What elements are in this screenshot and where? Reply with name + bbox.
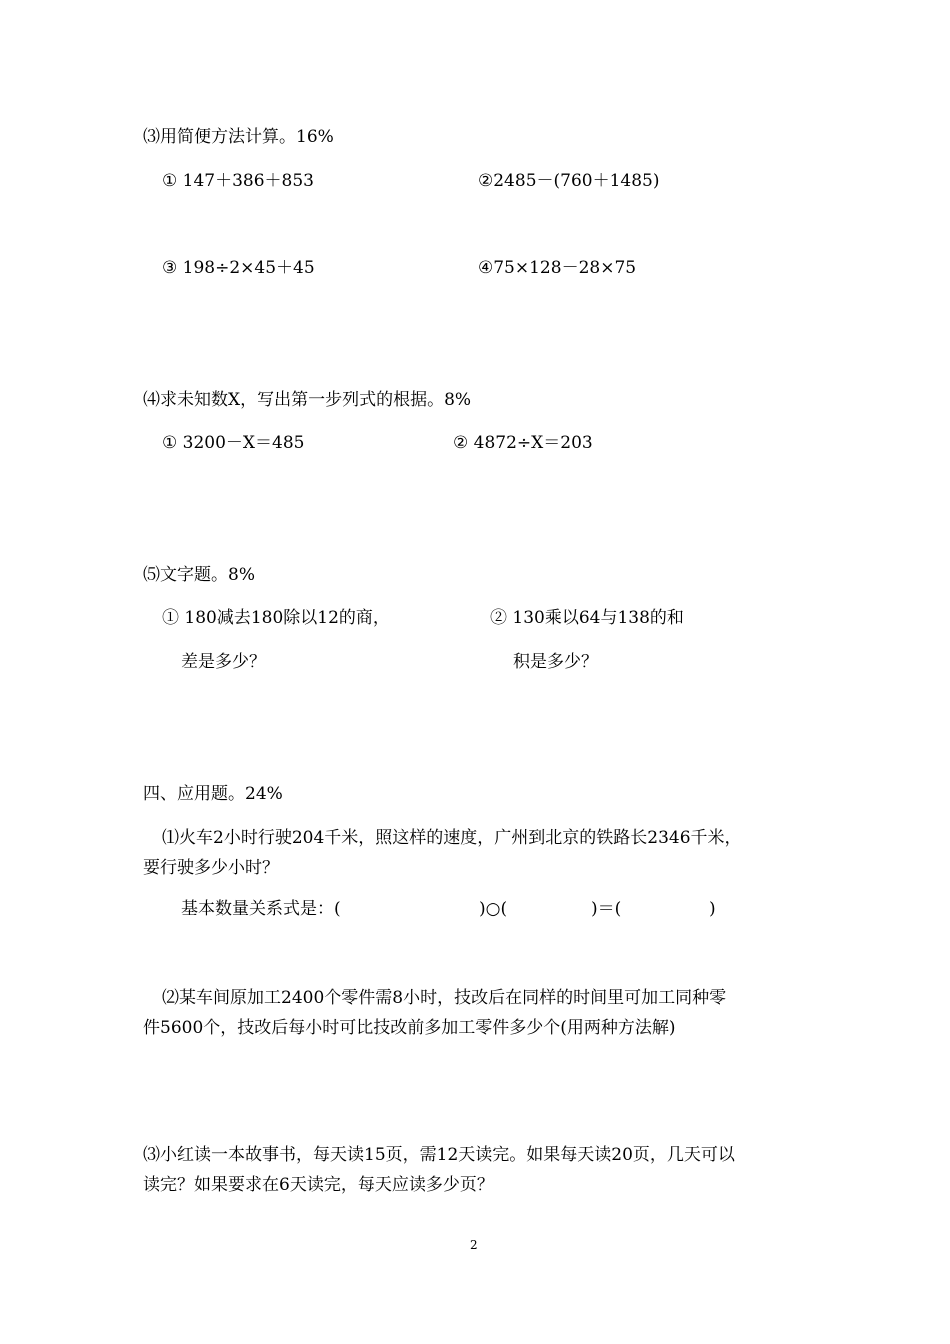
app-problem-3-line2: 读完？如果要求在6天读完，每天应读多少页？ [143,1175,494,1195]
problem-5-1-line1: ① 180减去180除以12的商， [162,608,390,628]
problem-5-2-line1: ② 130乘以64与138的和 [490,608,684,628]
section-3-heading: ⑶用简便方法计算。16% [143,127,334,147]
problem-3-4: ④75×128－28×75 [478,258,637,278]
app-problem-1-line1: ⑴火车2小时行驶204千米，照这样的速度，广州到北京的铁路长2346千米， [162,828,742,848]
problem-5-1-line2: 差是多少？ [181,652,266,672]
page-number: 2 [470,1238,478,1252]
formula-label: 基本数量关系式是：( [181,899,341,919]
app-problem-2-line2: 件5600个，技改后每小时可比技改前多加工零件多少个(用两种方法解) [143,1018,676,1038]
problem-3-2: ②2485－(760＋1485) [478,171,660,191]
problem-3-1: ① 147＋386＋853 [162,171,314,191]
problem-4-2: ② 4872÷X＝203 [453,433,593,453]
problem-3-3: ③ 198÷2×45＋45 [162,258,315,278]
formula-equals: )＝( [591,899,622,919]
application-heading: 四、应用题。24% [143,784,283,804]
problem-4-1: ① 3200－X＝485 [162,433,305,453]
section-5-heading: ⑸文字题。8% [143,565,255,585]
app-problem-2-line1: ⑵某车间原加工2400个零件需8小时，技改后在同样的时间里可加工同种零 [162,988,727,1008]
formula-close: ) [709,899,716,919]
app-problem-3-line1: ⑶小红读一本故事书，每天读15页，需12天读完。如果每天读20页，几天可以 [143,1145,735,1165]
app-problem-1-line2: 要行驶多少小时？ [143,858,279,878]
problem-5-2-line2: 积是多少？ [513,652,598,672]
formula-operator-blank: )○( [479,899,508,919]
section-4-heading: ⑷求未知数X，写出第一步列式的根据。8% [143,390,472,410]
